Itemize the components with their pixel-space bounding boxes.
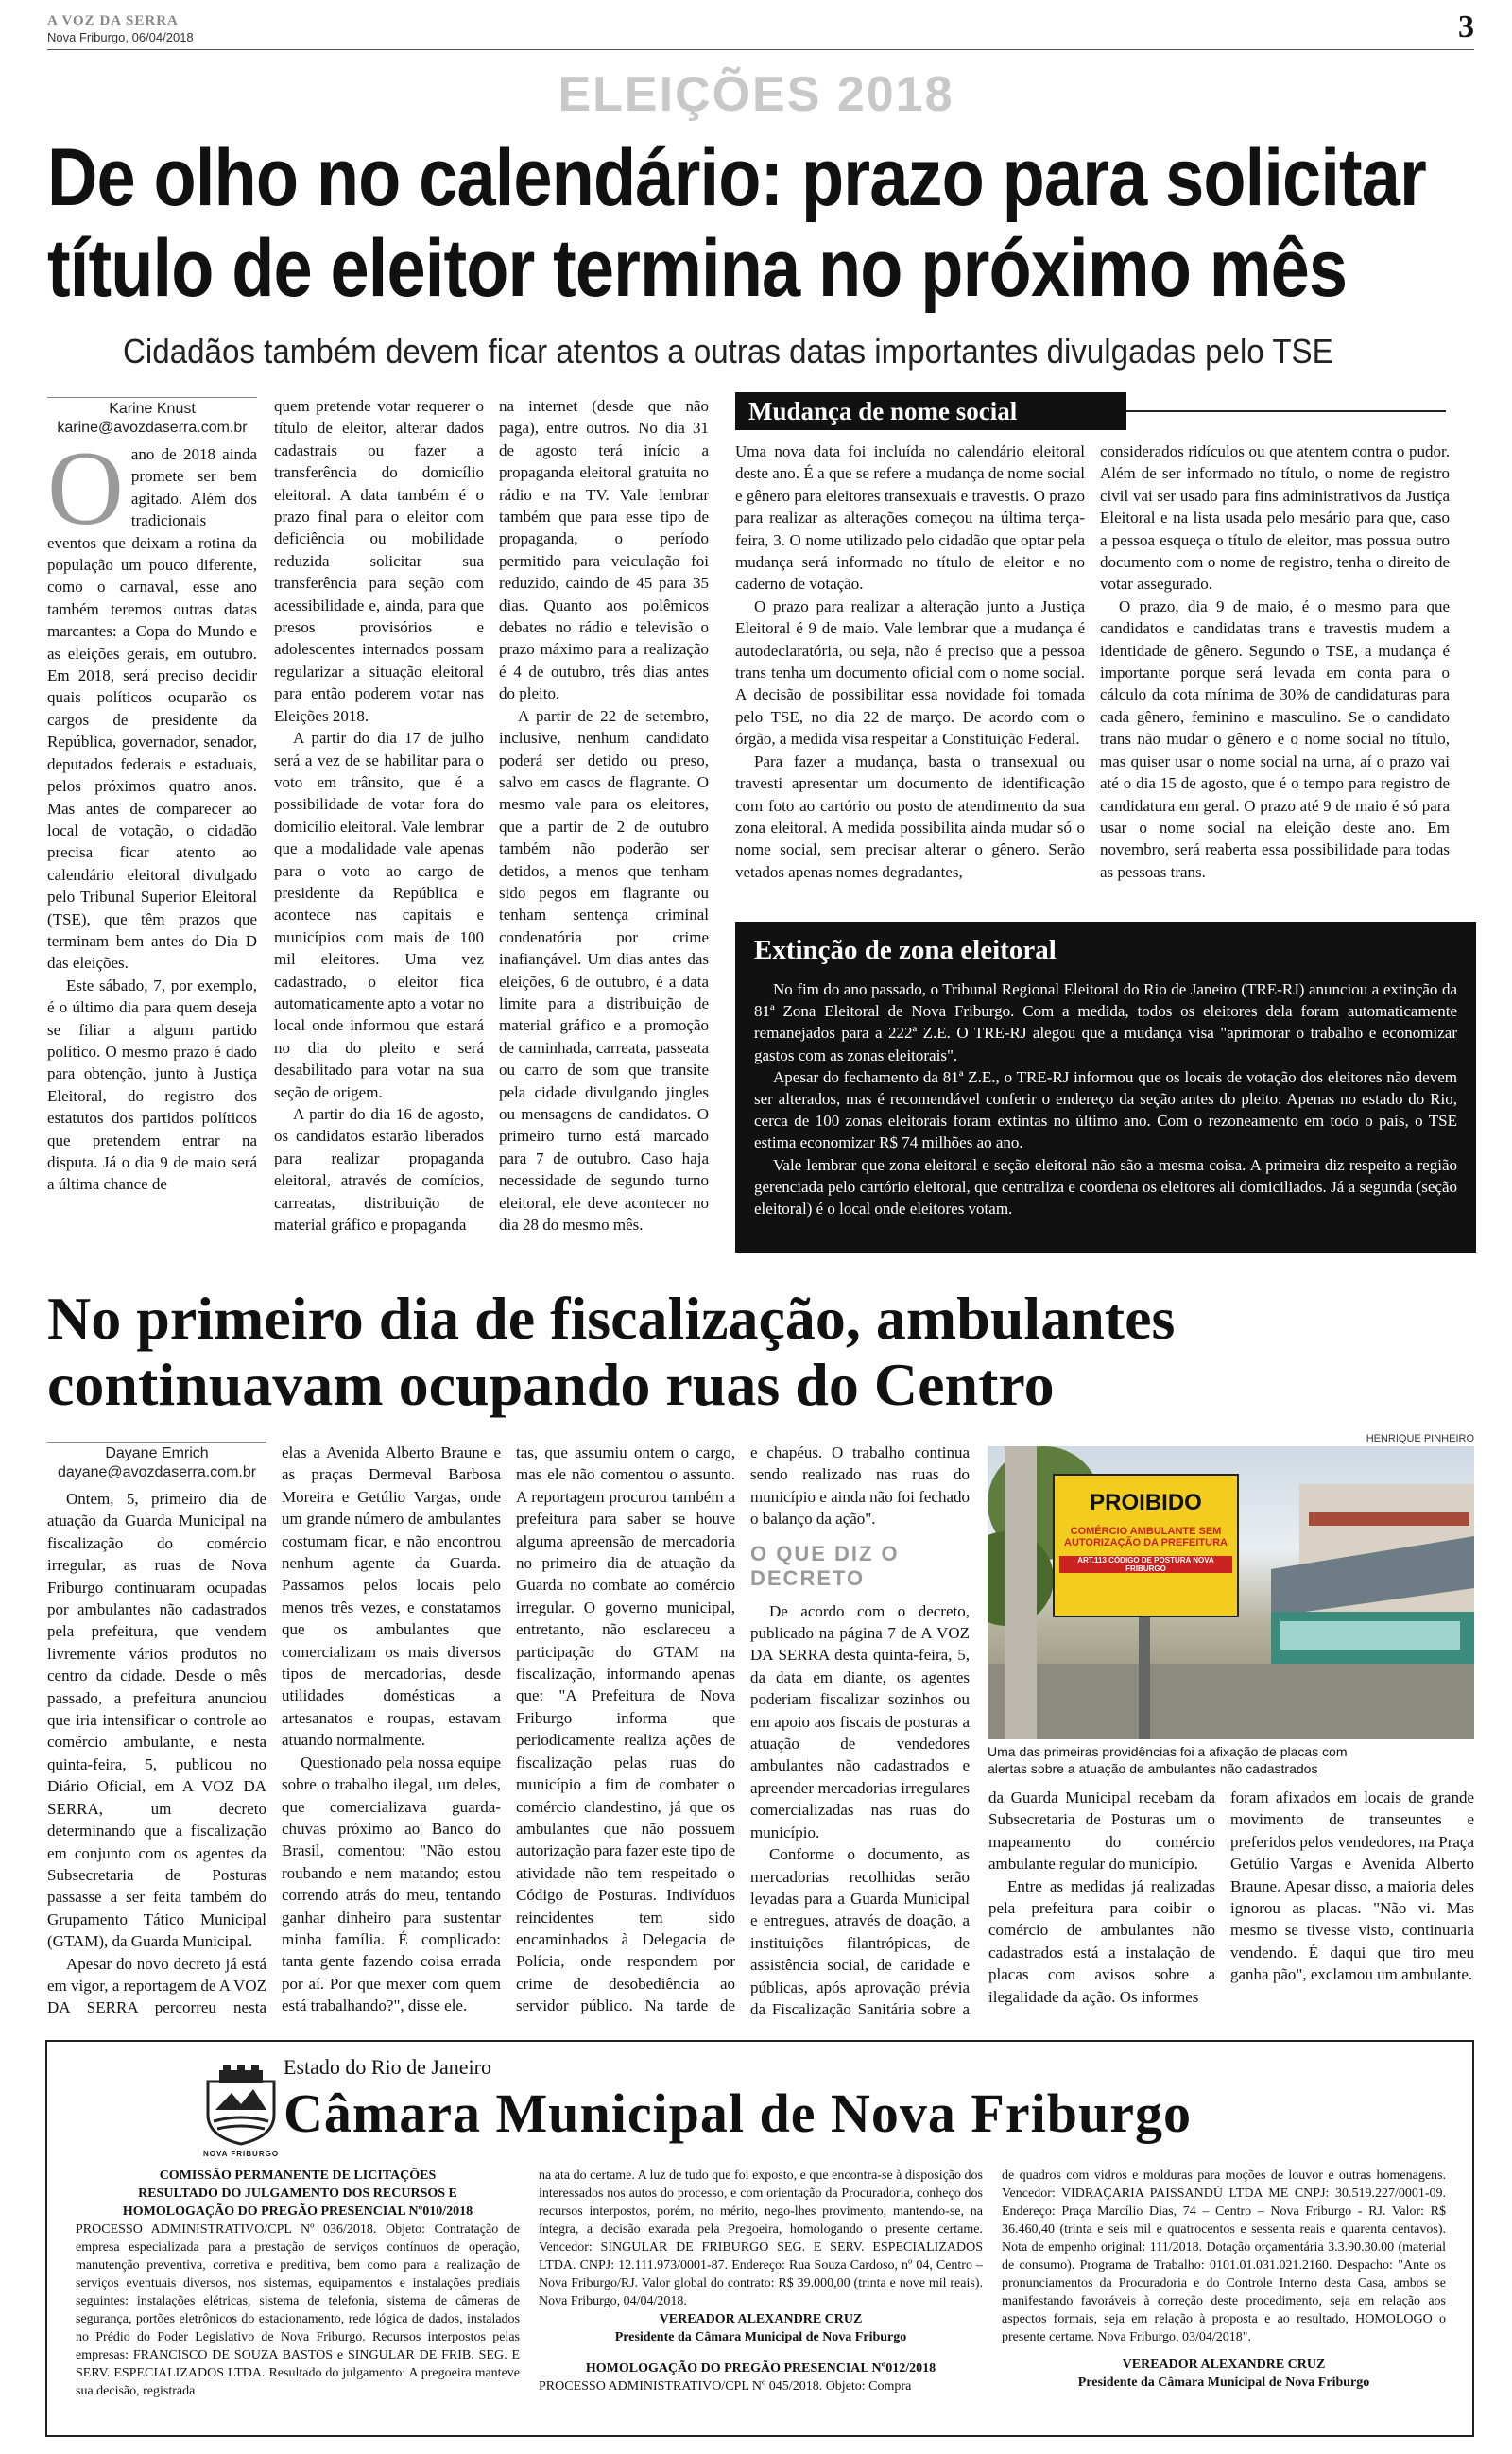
box-zona-p1: No fim do ano passado, o Tribunal Regional Eleitoral do Rio de Janeiro (TRE-RJ) anunciou a extinção da 81ª Zona Eleitoral de Nova Friburgo. Com a medida, todos os eleitores dela foram automaticamente remanejados para a 222ª Z.E. O TRE-RJ alegou que a mudança visa "aprimorar o trabalho e economizar gastos com as zonas eleitorais". bbox=[754, 980, 1457, 1064]
ad-box bbox=[45, 2040, 1474, 2437]
ad-c2-heading-1: HOMOLOGAÇÃO DO PREGÃO PRESENCIAL Nº012/2018 bbox=[585, 2361, 936, 2376]
ad-c1-heading-4: PROCESSO ADMINISTRATIVO/CPL Nº 036/2018. bbox=[76, 2222, 377, 2237]
article2-col5-p2: Entre as medidas já realizadas pela prefeitura para coibir o comércio de ambulantes não cadastrados está a instalação de placas com avisos sobre a ilegalidade da ação. Os informes bbox=[988, 1876, 1215, 2006]
page-number: 3 bbox=[1458, 9, 1474, 44]
ad-c1-body: Objeto: Contratação de empresa especializada para a prestação de serviços contínuos de operação, manutenção preventiva, corretiva e preditiva, bem como para a realização de serviços eventuais diversos, nos sistemas, equipamentos e instalações prediais seguintes: instalações elétricas, sistema de telefonia, sistema de câmeras de segurança, portões eletrônicos do estacionamento, rede lógica de dados, instalados no Prédio do Poder Legislativo de Nova Friburgo. Recursos interpostos pelas empresas: FRANCISCO DE SOUZA BASTOS e SINGULAR DE FRIB. SEG. E SERV. ESPECIALIZADOS LTDA. Resultado do julgamento: A pregoeira manteve sua decisão, registrada bbox=[76, 2222, 520, 2398]
article1-dropcap: O bbox=[47, 430, 124, 547]
article2-col3-p1: tas, que assumiu ontem o cargo, mas ele não comentou o assunto. A reportagem procurou também a prefeitura para saber se houve alguma apreensão de mercadoria no primeiro dia de atuação da Guarda no combate ao comércio irregular. O governo municipal, entretanto, não esclareceu a participação do GTAM na fiscalização, informando apenas que: "A Prefeitura de Nova Friburgo informa que periodicamente realiza ações de fiscalização pelas ruas do município a fim de combater o comércio clandestino, já que os ambulantes que não possuem autorização para fazer este tipo de atividade não tem respeitado o Código de Posturas. Indivíduos reincidentes tem sido encaminhados à Delegacia de Polícia, onde respondem por crime de desobediência ao servidor público. Na tarde de bbox=[516, 1443, 735, 2015]
box-nome-social-column-2 bbox=[1100, 441, 1450, 904]
ad-c1-heading-3: HOMOLOGAÇÃO DO PREGÃO PRESENCIAL Nº010/2018 bbox=[122, 2204, 473, 2219]
article2-column-5 bbox=[988, 1787, 1215, 2018]
article2-col1-p1: Ontem, 5, primeiro dia de atuação da Guarda Municipal na fiscalização do comércio irregular, as ruas de Nova Friburgo continuaram ocupadas por ambulantes não cadastrados pela prefeitura, que vendem livremente vários produtos no centro da cidade. Desde o mês passado, a prefeitura anunciou que iria intensificar o controle ao comércio ambulante, e nesta quinta-feira, 5, publicou no Diário Oficial, em A VOZ DA SERRA, um decreto determinando que a fiscalização em conjunto com os agentes da Subsecretaria de Posturas passasse a ser feita também do Grupamento Tático Municipal (GTAM), da Guarda Municipal. bbox=[47, 1490, 266, 1951]
article2-author: Dayane Emrich bbox=[105, 1445, 209, 1461]
article1-col2-p3: A partir do dia 16 de agosto, os candidatos estarão liberados para realizar propaganda eleitoral, através de comícios, carreatas, distribuição de material gráfico e propaganda bbox=[274, 1105, 484, 1235]
article1-byline bbox=[47, 397, 257, 438]
masthead-dateline: Nova Friburgo, 06/04/2018 bbox=[47, 30, 194, 44]
article1-col2-p1: quem pretende votar requerer o título de eleitor, alterar dados cadastrais ou fazer a transferência do domicílio eleitoral. A data também é o prazo final para o eleitor com deficiência ou mobilidade reduzida solicitar sua transferência para seção com acessibilidade e, ainda, para que presos provisórios e adolescentes internados possam regularizar a situação eleitoral para então poderem votar nas Eleições 2018. bbox=[274, 397, 484, 725]
article1-col3-p1: na internet (desde que não paga), entre outros. No dia 31 de agosto terá início a propaganda eleitoral gratuita no rádio e na TV. Vale lembrar também que para esse tipo de propaganda, o período permitido para veiculação foi reduzido, caindo de 45 para 35 dias. Quanto aos polêmicos debates no rádio e televisão o prazo máximo para a realização é 4 de outubro, três dias antes do pleito. bbox=[499, 397, 709, 703]
ad-c2-heading-2: PROCESSO ADMINISTRATIVO/CPL Nº 045/2018. Objeto: Compra bbox=[539, 2379, 912, 2394]
masthead-paper-name: A VOZ DA SERRA bbox=[47, 13, 179, 28]
box-nome-social-col2-p2: O prazo, dia 9 de maio, é o mesmo para que candidatos e candidatas trans e travestis mudem a identidade de gênero. Segundo o TSE, a mudança é importante porque será levada em conta para o cálculo da cota mínima de 30% de candidaturas para cada gênero, feminino e masculino. Se o candidato trans não mudar o gênero e o nome social no título, mas quiser usar o nome social na urna, aí o prazo vai até o dia 15 de agosto, que é o tempo para registro de candidatura em geral. O prazo até 9 de maio é só para usar o nome social na eleição deste ano. Em novembro, será reaberta essa possibilidade para todas as pessoas trans. bbox=[1100, 596, 1450, 881]
ad-c3-sign-2: Presidente da Câmara Municipal de Nova Friburgo bbox=[1077, 2376, 1370, 2390]
article2-photo bbox=[988, 1446, 1474, 1739]
box-zona-title: Extinção de zona eleitoral bbox=[754, 935, 1057, 965]
ad-title: Câmara Municipal de Nova Friburgo bbox=[284, 2082, 1192, 2144]
article2-byline bbox=[47, 1442, 266, 1482]
article1-column-2 bbox=[274, 395, 484, 1257]
article2-email[interactable]: dayane@avozdaserra.com.br bbox=[57, 1464, 257, 1480]
box-nome-social-title: Mudança de nome social bbox=[735, 392, 1126, 430]
article1-column-3 bbox=[499, 395, 709, 1257]
box-zona-p3: Vale lembrar que zona eleitoral e seção eleitoral não são a mesma coisa. A primeira diz respeito a região gerenciada pelo cartório eleitoral, que centraliza e coordena os eleitores ali domiciliados. Já a segunda (seção eleitoral) é o local onde eleitores votam. bbox=[754, 1155, 1457, 1218]
decreto-heading-line2: DECRETO bbox=[750, 1565, 866, 1590]
article2-col5-p1: da Guarda Municipal recebam da Subsecretaria de Posturas um o mapeamento do comércio ambulante regular do município. bbox=[988, 1789, 1215, 1874]
sign-text bbox=[1054, 1475, 1238, 1616]
article2-headline-line2: continuavam ocupando ruas do Centro bbox=[47, 1351, 1055, 1418]
box-nome-social-col1-p1: Uma nova data foi incluída no calendário eleitoral deste ano. É a que se refere a mudança de nome social e gênero para eleitores transexuais e travestis. O prazo para realizar as alterações começou na última terça-feira, 3. O nome utilizado pelo cidadão que optar pela mudança será informado no título de eleitor e no caderno de votação. bbox=[735, 442, 1085, 594]
article1-headline bbox=[47, 132, 1426, 314]
box-zona-p2: Apesar do fechamento da 81ª Z.E., o TRE-RJ informou que os locais de votação dos eleitores não devem ser alterados, mas é recomendável conferir o endereço da seção antes do pleito. Apenas no estado do Rio, cerca de 100 zonas eleitorais foram extintas no último ano. Com o rezoneamento em todo o país, o TSE estima economizar R$ 74 milhões ao ano. bbox=[754, 1067, 1457, 1152]
box-nome-social-col2-p1: considerados ridículos ou que atentem contra o pudor. Além de ser informado no título, o nome de registro civil vai ser usado para fins administrativos da Justiça Eleitoral e na lista usada pelo mesário para que, caso a pessoa esqueça o título de eleitor, mas possua outro documento com o nome de registro, tenha o direito de votar assegurado. bbox=[1100, 442, 1450, 594]
box-zona-eleitoral bbox=[735, 922, 1476, 1253]
article1-email[interactable]: karine@avozdaserra.com.br bbox=[57, 420, 248, 436]
article2-col4-p3: Conforme o documento, as mercadorias recolhidas serão levadas para a Guarda Municipal e entregues, através de doação, a instituições filantrópicas, de assistência social, de caridade e públicas, após aprovação prévia da Fiscalização Sanitária sobre a bbox=[750, 1845, 970, 2018]
article1-subheadline: Cidadãos também devem ficar atentos a outras datas importantes divulgadas pelo TSE bbox=[123, 332, 1333, 371]
ad-c1-heading-2: RESULTADO DO JULGAMENTO DOS RECURSOS E bbox=[138, 2186, 457, 2201]
ad-c1-heading-1: COMISSÃO PERMANENTE DE LICITAÇÕES bbox=[159, 2169, 437, 2183]
article2-col2-p2: Questionado pela nossa equipe sobre o trabalho ilegal, um deles, que comercializava guarda-chuvas próximo ao Banco do Brasil, comentou: "Não estou roubando e nem matando; estou correndo atrás do meu, tentando ganhar dinheiro para sustentar minha família. É complicado: tanta gente fazendo coisa errada por aí. Por que mexer com quem está trabalhando?", disse ele. bbox=[282, 1753, 501, 2015]
article1-author: Karine Knust bbox=[109, 401, 196, 417]
article2-column-2 bbox=[282, 1442, 501, 2018]
article2-col1-p2: Apesar do novo decreto já está em vigor, a reportagem de A VOZ DA SERRA percorreu nesta bbox=[47, 1954, 266, 2017]
masthead-rule bbox=[47, 49, 1474, 50]
article2-column-1 bbox=[47, 1442, 266, 2018]
article1-column-1 bbox=[47, 397, 257, 1257]
sign-line-3: AUTORIZAÇÃO DA PREFEITURA bbox=[1064, 1537, 1228, 1548]
ad-column-1 bbox=[76, 2167, 520, 2431]
article2-col2-p1: elas a Avenida Alberto Braune e as praças Dermeval Barbosa Moreira e Getúlio Vargas, onde um grande número de ambulantes costumam ficar, e não encontrou nenhum agente da Guarda. Passamos pelos locais pelo menos três vezes, e constatamos que os ambulantes que comercializam os mais diversos tipos de mercadorias, desde utilidades domésticas a artesanatos e roupas, estavam atuando normalmente. bbox=[282, 1443, 501, 1750]
article2-col6-p1: foram afixados em locais de grande movimento de transeuntes e preferidos pelos vendedores, na Praça Getúlio Vargas e Avenida Alberto Braune. Apesar disso, a maioria deles ignorou as placas. "Não vi. Mas mesmo se tivesse visto, continuaria vendendo. É daqui que tiro meu ganha pão", exclamou um ambulante. bbox=[1230, 1789, 1474, 1984]
article1-col1-p1: ano de 2018 ainda promete ser bem agitado. Além dos tradicionais eventos que deixam a rotina da população um pouco diferente, como o carnaval, esse ano também teremos outras datas marcantes: a Copa do Mundo e as eleições gerais, em outubro. Em 2018, será preciso decidir quais políticos ocuparão os cargos de presidente da República, governador, senador, deputados federais e estaduais, pelos próximos quatro anos. Mas antes de comparecer ao local de votação, o cidadão precisa ficar atento ao calendário eleitoral divulgado pelo Tribunal Superior Eleitoral (TSE), que têm prazos que terminam bem antes do Dia D das eleições. bbox=[47, 445, 257, 973]
section-label: ELEIÇÕES 2018 bbox=[558, 67, 954, 122]
article2-headline-line1: No primeiro dia de fiscalização, ambulantes bbox=[47, 1285, 1176, 1352]
article1-col3-p2: A partir de 22 de setembro, inclusive, nenhum candidato poderá ser detido ou preso, salvo em casos de flagrante. O mesmo vale para os eleitores, que a partir de 2 de outubro também não poderão ser detidos, a menos que tenham sido pegos em flagrante ou tenham sentença criminal condenatória por crime inafiançável. Um dias antes das eleições, 6 de outubro, é a data limite para a distribuição de material gráfico e a promoção de caminhada, carreata, passeata ou carro de som que transite pela cidade divulgando jingles ou mensagens de candidatos. O primeiro turno está marcado para 7 de outubro. Caso haja necessidade de segundo turno eleitoral, ele deve acontecer no dia 28 do mesmo mês. bbox=[499, 706, 709, 1235]
ad-column-3 bbox=[1002, 2167, 1446, 2431]
box-nome-social-rule bbox=[1126, 410, 1446, 412]
article2-headline bbox=[47, 1286, 1484, 1418]
article1-col1-p2: Este sábado, 7, por exemplo, é o último dia para quem deseja se filiar a algum partido político. O mesmo prazo é dado para obtenção, junto à Justiça Eleitoral, do registro dos estatutos dos partidos políticos que pretendem entrar na disputa. Já o dia 9 de maio será a última chance de bbox=[47, 976, 257, 1194]
decreto-heading bbox=[750, 1542, 970, 1591]
ad-c3-sign-1: VEREADOR ALEXANDRE CRUZ bbox=[1122, 2358, 1326, 2372]
ad-c3-body: de quadros com vidros e molduras para moções de louvor e outras homenagens. Vencedor: VIDRAÇARIA PAISSANDÚ LTDA ME CNPJ: 30.519.227/0001-09. Endereço: Praça Marcílio Dias, 74 – Centro – Nova Friburgo - RJ. Valor: R$ 36.460,40 (trinta e seis mil e quatrocentos e sessenta reais e quarenta centavos). Nota de empenho original: 111/2018. Dotação orçamentária 3.3.90.30.00 (material de consumo). Programa de Trabalho: 0101.01.031.021.2160. Despacho: "Ante os pronunciamentos da Procuradoria e do Controle Interno desta Casa, ambos se manifestando favoráveis à correção deste procedimento, seja em relação aos aspectos formais, seja em relação à proposta e ao resultado, HOMOLOGO o presente certame. Nova Friburgo, 03/04/2018". bbox=[1002, 2169, 1446, 2344]
ad-state: Estado do Rio de Janeiro bbox=[284, 2055, 491, 2079]
box-nome-social-col1-p3: Para fazer a mudança, basta o transexual ou travesti apresentar um documento de identificação com foto ao cartório ou posto de atendimento da sua zona eleitoral. A medida possibilita ainda mudar só o nome social, sem precisar alterar o gênero. Serão vetados apenas nomes degradantes, bbox=[735, 752, 1085, 881]
city-seal-text: NOVA FRIBURGO bbox=[202, 2150, 280, 2158]
article1-headline-line1: De olho no calendário: prazo para solicitar bbox=[47, 132, 1426, 223]
sign-line-2: COMÉRCIO AMBULANTE SEM bbox=[1070, 1526, 1222, 1537]
box-nome-social-col1-p2: O prazo para realizar a alteração junto a Justiça Eleitoral é 9 de maio. Vale lembrar que a mudança é autodeclaratória, ou seja, não é preciso que a pessoa trans tenha um documento oficial com o nome social. A decisão de possibilitar essa novidade foi tomada pelo TSE, no dia 22 de março. De acordo com o órgão, a medida visa respeitar a Constituição Federal. bbox=[735, 596, 1085, 749]
article1-headline-line2: título de eleitor termina no próximo mês bbox=[47, 223, 1348, 314]
box-nome-social-column-1 bbox=[735, 441, 1085, 904]
decreto-heading-line1: O QUE DIZ O bbox=[750, 1541, 900, 1565]
article2-col4-p2: De acordo com o decreto, publicado na página 7 de A VOZ DA SERRA desta quinta-feira, 5, da data em diante, os agentes poderiam fiscalizar sozinhos ou em apoio aos fiscais de posturas a atuação de vendedores ambulantes não cadastrados e apreender mercadorias irregulares comercializadas nas ruas do município. bbox=[750, 1601, 970, 1841]
article2-column-6 bbox=[1230, 1787, 1474, 2018]
article1-col2-p2: A partir do dia 17 de julho será a vez de se habilitar para o voto em trânsito, que é a possibilidade de votar fora do domicílio eleitoral. Vale lembrar que a modalidade vale apenas para o voto ao cargo de presidente da República e acontece nas capitais e municípios com mais de 100 mil eleitores. Uma vez cadastrado, o eleitor fica automaticamente apto a votar no local onde informou que estará no dia do pleito e será desabilitado para votar na sua seção de origem. bbox=[274, 729, 484, 1101]
ad-column-2 bbox=[539, 2167, 983, 2431]
ad-c2-sign-1: VEREADOR ALEXANDRE CRUZ bbox=[659, 2312, 863, 2326]
photo-credit: HENRIQUE PINHEIRO bbox=[1366, 1433, 1474, 1444]
article2-column-3 bbox=[516, 1442, 735, 2018]
sign-line-1: PROIBIDO bbox=[1090, 1490, 1202, 1515]
sign-line-4: ART.113 CÓDIGO DE POSTURA NOVA FRIBURGO bbox=[1059, 1556, 1232, 1573]
photo-caption: Uma das primeiras providências foi a afixação de placas com alertas sobre a atuação de ambulantes não cadastrados bbox=[988, 1744, 1348, 1776]
article2-col4-p1: e chapéus. O trabalho continua sendo realizado nas ruas do município e ainda não foi fechado o balanço da ação". bbox=[750, 1443, 970, 1529]
article2-column-4 bbox=[750, 1442, 970, 2018]
box-zona-body bbox=[754, 978, 1457, 1243]
ad-c2-sign-2: Presidente da Câmara Municipal de Nova Friburgo bbox=[614, 2330, 907, 2344]
city-seal-icon bbox=[198, 2063, 284, 2148]
ad-c2-body: na ata do certame. A luz de tudo que foi exposto, e que encontra-se à disposição dos interessados nos autos do processo, e com orientação da Procuradoria, conheço dos recursos interpostos, porém, no mérito, nego-lhes provimento, mantendo-se, na íntegra, a decisão exarada pela Pregoeira, homologando o presente certame. Vencedor: SINGULAR DE FRIBURGO SEG. E SERV. ESPECIALIZADOS LTDA. CNPJ: 12.111.973/0001-87. Endereço: Rua Souza Cardoso, nº 04, Centro – Nova Friburgo/RJ. Valor global do contrato: R$ 39.000,00 (trinta e nove mil reais). Nova Friburgo, 04/04/2018. bbox=[539, 2169, 983, 2308]
article2-col2-p3 bbox=[282, 2017, 501, 2018]
